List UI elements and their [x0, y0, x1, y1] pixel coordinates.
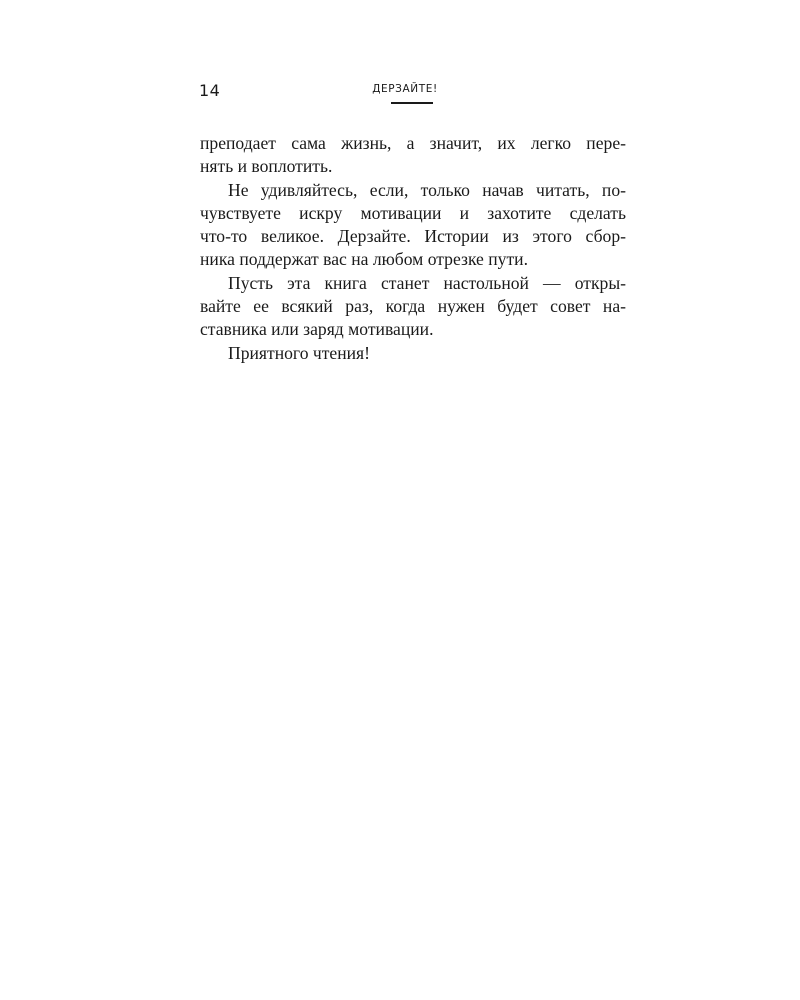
- paragraph-3: [200, 272, 626, 342]
- page-number: 14: [199, 81, 221, 100]
- text-line: что-то великое. Дерзайте. Истории из этого сбор-: [200, 226, 626, 247]
- text-line: ставника или заряд мотивации.: [200, 319, 434, 340]
- paragraph-2: [200, 179, 626, 272]
- text-line: Пусть эта книга станет настольной — откры-: [228, 272, 626, 293]
- running-title: ДЕРЗАЙТЕ!: [372, 83, 438, 95]
- text-line: ника поддержат вас на любом отрезке пути.: [200, 249, 528, 270]
- text-line: нять и воплотить.: [200, 156, 333, 177]
- text-line: преподает сама жизнь, а значит, их легко пере-: [200, 133, 626, 153]
- running-title-rule: [391, 102, 433, 104]
- paragraph-1: [200, 132, 626, 179]
- body-text: [200, 132, 626, 365]
- paragraph-4: [200, 342, 626, 365]
- text-line: Не удивляйтесь, если, только начав читать, по-: [228, 179, 626, 200]
- text-line: вайте ее всякий раз, когда нужен будет совет на-: [200, 296, 626, 317]
- text-line: чувствуете искру мотивации и захотите сделать: [200, 202, 626, 223]
- text-line: Приятного чтения!: [228, 342, 371, 363]
